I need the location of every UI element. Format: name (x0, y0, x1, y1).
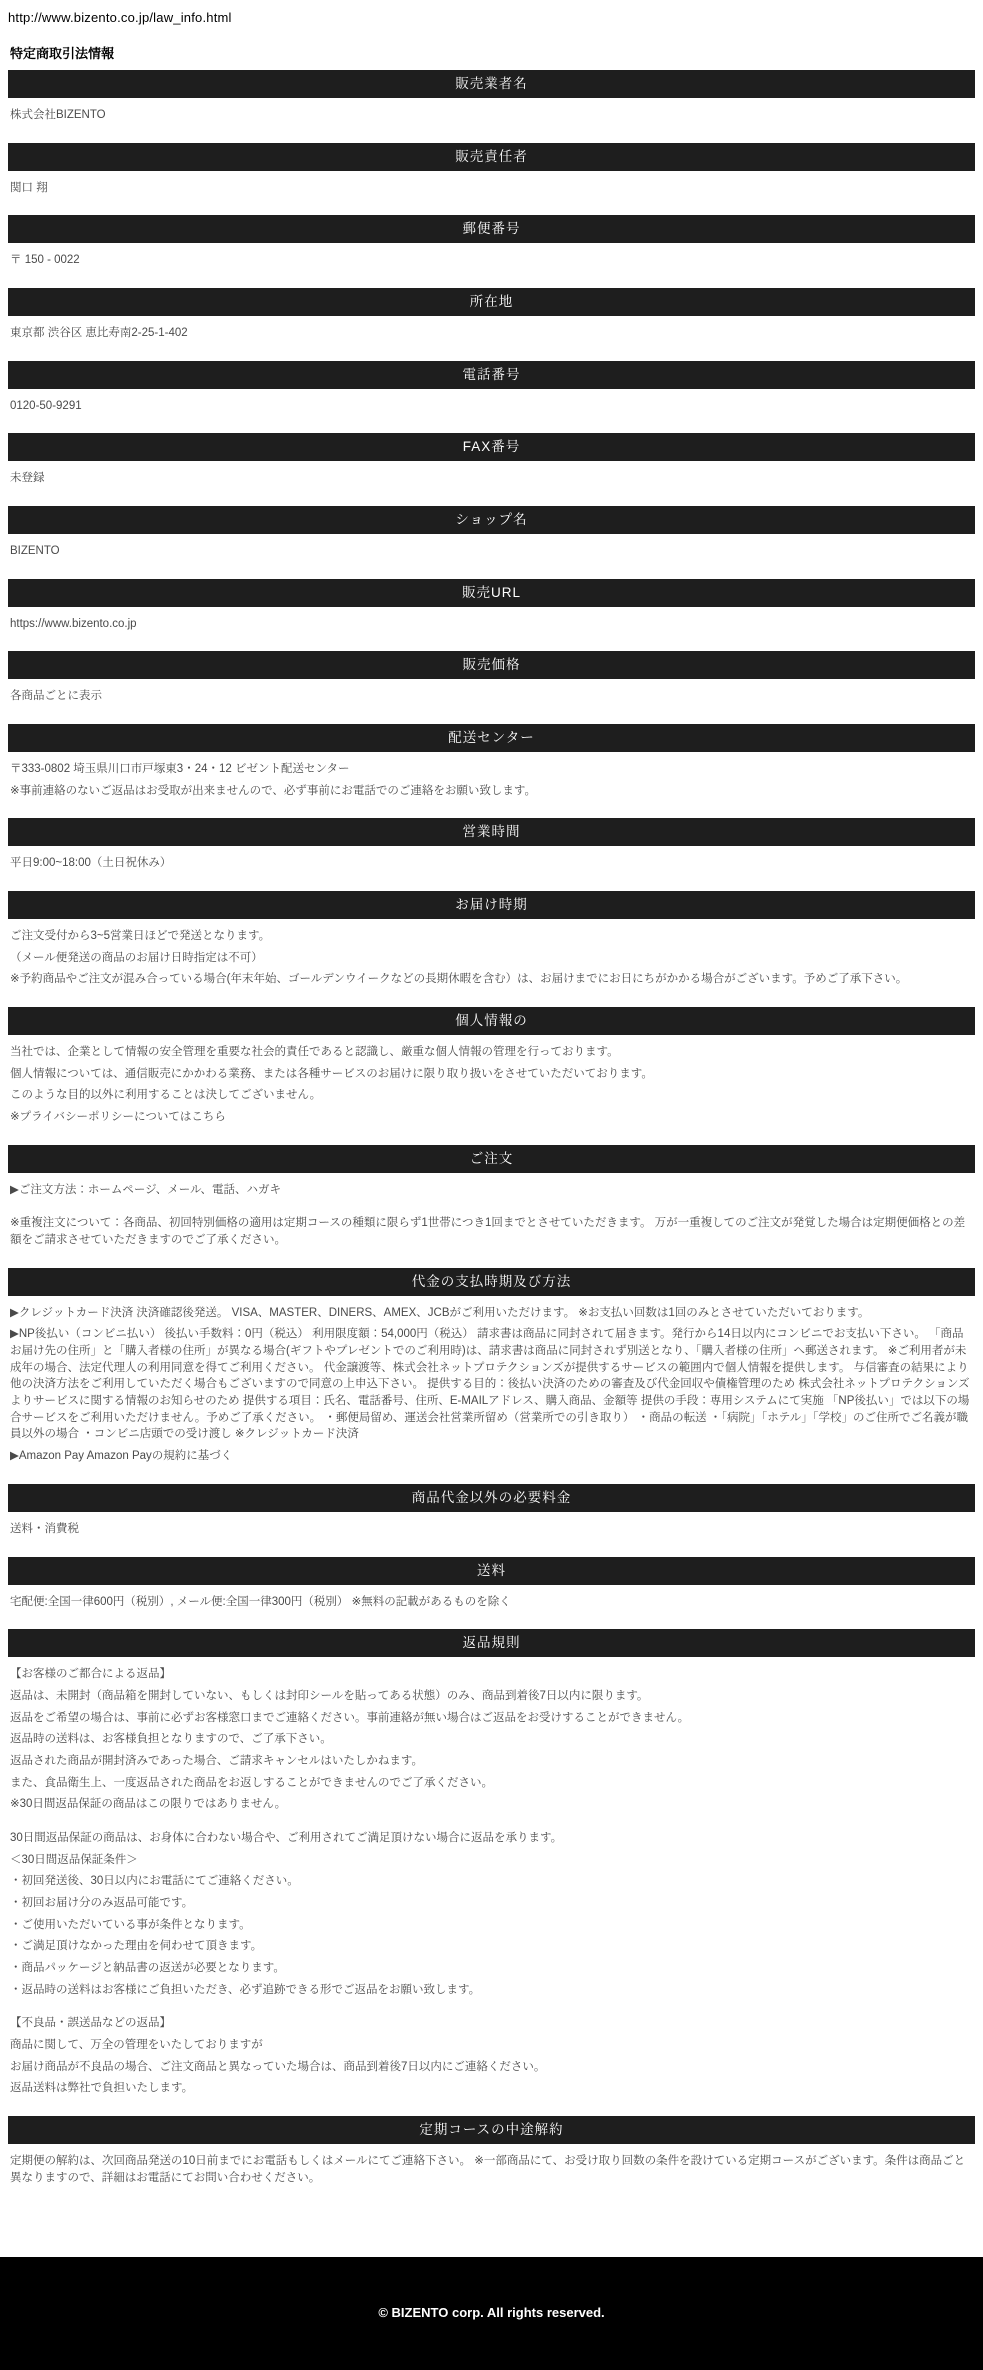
spacer (10, 2003, 973, 2015)
section-heading: 代金の支払時期及び方法 (8, 1268, 975, 1296)
section-heading: 郵便番号 (8, 215, 975, 243)
body-line: ・初回発送後、30日以内にお電話にてご連絡ください。 (10, 1875, 299, 1888)
body-line: 個人情報については、通信販売にかかわる業務、または各種サービスのお届けに限り取り扱いをさせていただいております。 (10, 1067, 653, 1080)
body-line: 定期便の解約は、次回商品発送の10日前までにお電話もしくはメールにてご連絡下さい。 ※一部商品にて、お受け取り回数の条件を設けている定期コースがございます。条件は商品ごと異なりますので、詳細はお電話にてお問い合わせください。 (10, 2154, 966, 2184)
spacer (10, 1203, 973, 1215)
section-body (8, 1587, 975, 1630)
section-heading: 配送センター (8, 724, 975, 752)
body-line: 0120-50-9291 (10, 399, 82, 412)
body-line: ご注文受付から3~5営業日ほどで発送となります。 (10, 930, 271, 943)
section-heading: 販売価格 (8, 651, 975, 679)
body-line: 商品に関して、万全の管理をいたしておりますが (10, 2038, 263, 2051)
body-line: ※予約商品やご注文が混み合っている場合(年末年始、ゴールデンウイークなどの長期休暇を含む）は、お届けまでにお日にちがかかる場合がございます。予めご了承下さい。 (10, 973, 908, 986)
body-line: BIZENTO (10, 545, 60, 558)
body-line: ▶Amazon Pay Amazon Payの規約に基づく (10, 1450, 233, 1463)
section-body (8, 681, 975, 724)
section-body (8, 609, 975, 652)
section-heading: 個人情報の (8, 1007, 975, 1035)
footer-bar (0, 2257, 983, 2370)
section-heading: 販売業者名 (8, 70, 975, 98)
body-line: 東京都 渋谷区 恵比寿南2-25-1-402 (10, 327, 188, 340)
section-heading: 営業時間 (8, 818, 975, 846)
body-line: ※重複注文について：各商品、初回特別価格の適用は定期コースの種類に限らず1世帯につき1回までとさせていただきます。 万が一重複してのご注文が発覚した場合は定期便価格との差額をご請求させていただきますのでご了承ください。 (10, 1217, 966, 1247)
body-line: 【お客様のご都合による返品】 (10, 1668, 171, 1681)
section-body (8, 463, 975, 506)
body-line: ▶NP後払い（コンビニ払い） 後払い手数料：0円（税込） 利用限度額：54,000円（税込） 請求書は商品に同封されて届きます。発行から14日以内にコンビニでお支払い下さい。 「商品お届け先の住所」と「購入者様の住所」が異なる場合(ギフトやプレゼントでのご利用時)は、請求書は商品に同封されず別送となり、「購入者様の住所」へ郵送されます。 ※ご利用者が未成年の場合、法定代理人の利用同意を得てご利用ください。 代金譲渡等、株式会社ネットプロテクションズが提供するサービスの範囲内で個人情報を提供します。 与信審査の結果により他の決済方法をご利用していただく場合もございますので同意の上申込下さい。 提供する目的：後払い決済のための審査及び代金回収や債権管理のため 株式会社ネットプロテクションズよりサービスに関する情報のお知らせのため 提供する項目：氏名、電話番号、住所、E-MAILアドレス、購入商品、金額等 提供の手段：専用システムにて実施 「NP後払い」では以下の場合サービスをご利用いただけません。予めご了承ください。 ・郵便局留め、運送会社営業所留め（営業所での引き取り） ・商品の転送 ・「病院」「ホテル」「学校」のご住所でご名義が職員以外の場合 ・コンビニ店頭での受け渡し ※クレジットカード決済 (10, 1328, 970, 1441)
body-line: ・ご使用いただいている事が条件となります。 (10, 1918, 251, 1931)
body-line: 〒333-0802 埼玉県川口市戸塚東3・24・12 ビゼント配送センター (10, 763, 350, 776)
section-body (8, 1298, 975, 1484)
body-line: 返品は、未開封（商品箱を開封していない、もしくは封印シールを貼ってある状態）のみ、商品到着後7日以内に限ります。 (10, 1689, 649, 1702)
body-line: https://www.bizento.co.jp (10, 617, 137, 630)
body-line: ▶ご注文方法：ホームページ、メール、電話、ハガキ (10, 1183, 282, 1196)
section-body (8, 1175, 975, 1268)
section-heading: お届け時期 (8, 891, 975, 919)
spacer (10, 1818, 973, 1830)
body-line: 返品をご希望の場合は、事前に必ずお客様窓口までご連絡ください。事前連絡が無い場合はご返品をお受けすることができません。 (10, 1711, 690, 1724)
body-line: 未登録 (10, 472, 45, 485)
section-body (8, 2146, 975, 2205)
body-line: 各商品ごとに表示 (10, 690, 102, 703)
body-line: 【不良品・誤送品などの返品】 (10, 2017, 171, 2030)
body-line: 平日9:00~18:00（土日祝休み） (10, 857, 172, 870)
section-heading: 販売URL (8, 579, 975, 607)
body-line: 〒 150 - 0022 (10, 254, 80, 267)
section-heading: 定期コースの中途解約 (8, 2116, 975, 2144)
section-heading: 商品代金以外の必要料金 (8, 1484, 975, 1512)
section-body (8, 1514, 975, 1557)
section-body (8, 173, 975, 216)
section-heading: 返品規則 (8, 1629, 975, 1657)
page-title: 特定商取引法情報 (10, 46, 115, 61)
body-line: 宅配便:全国一律600円（税別）, メール便:全国一律300円（税別） ※無料の記載があるものを除く (10, 1595, 511, 1608)
privacy-policy-link[interactable]: ※プライバシーポリシーについてはこちら (10, 1111, 226, 1124)
section-heading: 電話番号 (8, 361, 975, 389)
section-heading: 所在地 (8, 288, 975, 316)
body-line: 当社では、企業として情報の安全管理を重要な社会的責任であると認識し、厳重な個人情報の管理を行っております。 (10, 1046, 619, 1059)
section-body (8, 1037, 975, 1145)
section-body (8, 754, 975, 818)
body-line: このような目的以外に利用することは決してございません。 (10, 1089, 322, 1102)
body-line: 関口 翔 (10, 181, 48, 194)
section-body (8, 1659, 975, 2116)
section-heading: FAX番号 (8, 433, 975, 461)
body-line: 30日間返品保証の商品は、お身体に合わない場合や、ご利用されてご満足頂けない場合に返品を承ります。 (10, 1831, 563, 1844)
section-body (8, 318, 975, 361)
body-line: 返品時の送料は、お客様負担となりますので、ご了承下さい。 (10, 1733, 332, 1746)
body-line: 返品送料は弊社で負担いたします。 (10, 2082, 194, 2095)
body-line: ※30日間返品保証の商品はこの限りではありません。 (10, 1798, 287, 1811)
section-heading: 送料 (8, 1557, 975, 1585)
section-body (8, 391, 975, 434)
copyright-text: © BIZENTO corp. All rights reserved. (378, 2305, 605, 2321)
sections-container (8, 70, 975, 2205)
body-line: （メール便発送の商品のお届け日時指定は不可） (10, 951, 263, 964)
body-line: ・返品時の送料はお客様にご負担いただき、必ず追跡できる形でご返品をお願い致します。 (10, 1983, 481, 1996)
body-line: ・商品パッケージと納品書の返送が必要となります。 (10, 1961, 285, 1974)
body-line: 送料・消費税 (10, 1522, 79, 1535)
section-body (8, 921, 975, 1007)
section-heading: ご注文 (8, 1145, 975, 1173)
section-body (8, 848, 975, 891)
body-line: 返品された商品が開封済みであった場合、ご請求キャンセルはいたしかねます。 (10, 1754, 423, 1767)
body-line: ＜30日間返品保証条件＞ (10, 1853, 138, 1866)
page-url-text: http://www.bizento.co.jp/law_info.html (8, 10, 232, 25)
section-heading: ショップ名 (8, 506, 975, 534)
body-line: ※事前連絡のないご返品はお受取が出来ませんので、必ず事前にお電話でのご連絡をお願い致します。 (10, 784, 536, 797)
body-line: ▶クレジットカード決済 決済確認後発送。 VISA、MASTER、DINERS、AMEX、JCBがご利用いただけます。 ※お支払い回数は1回のみとさせていただいております。 (10, 1306, 870, 1319)
section-body (8, 245, 975, 288)
body-line: ・初回お届け分のみ返品可能です。 (10, 1896, 194, 1909)
body-line: また、食品衛生上、一度返品された商品をお返しすることができませんのでご了承ください。 (10, 1776, 493, 1789)
body-line: ・ご満足頂けなかった理由を伺わせて頂きます。 (10, 1940, 263, 1953)
body-line: お届け商品が不良品の場合、ご注文商品と異なっていた場合は、商品到着後7日以内にご連絡ください。 (10, 2060, 546, 2073)
body-line: 株式会社BIZENTO (10, 109, 106, 121)
section-heading: 販売責任者 (8, 143, 975, 171)
section-body (8, 100, 975, 143)
section-body (8, 536, 975, 579)
